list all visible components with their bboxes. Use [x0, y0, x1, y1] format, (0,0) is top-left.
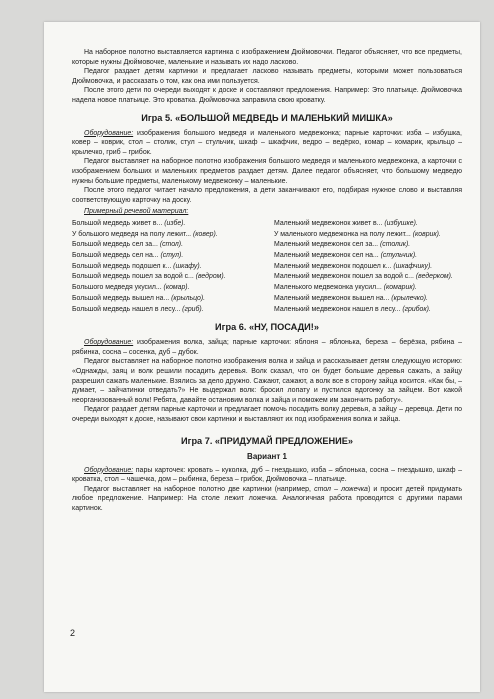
- game7-equipment: [72, 466, 462, 485]
- speech-material-line: Большой медведь вышел на... (крыльцо).: [72, 294, 206, 302]
- answer-word: (крылечко).: [391, 294, 428, 302]
- intro-paragraph-3: После этого дети по очереди выходят к доске и составляют предложения. Например: Это платьице. Дюймовочка надела новое платьице. Это кроватка. Дюймовочка заправила свою кроватку.: [72, 87, 462, 104]
- game5-paragraph-1: Педагог выставляет на наборное полотно изображения большого медведя и маленького медвежонка, а карточки с изображением больших и маленьких предметов раздает детям. Далее педагог объясняет, что большому медведю нужны большие предметы, маленькому медвежонку – маленькие.: [72, 158, 462, 185]
- speech-material-line: Маленький медвежонок вышел на... (крылечко).: [274, 294, 428, 302]
- speech-material-line: Маленький медвежонок сел за... (столик).: [274, 241, 411, 249]
- answer-word: (ведром).: [195, 273, 226, 281]
- game6-equipment: [72, 338, 462, 357]
- answer-word: (избе).: [164, 219, 186, 227]
- speech-material-line: Маленький медвежонок подошел к... (шкафчику).: [274, 262, 433, 270]
- answer-word: (шкафчику).: [393, 262, 433, 270]
- game6-title: Игра 6. «НУ, ПОСАДИ!»: [215, 322, 319, 333]
- game6-paragraph-1: Педагог выставляет на наборное полотно изображения волка и зайца и рассказывает детям следующую историю: «Однажды, заяц и волк решили посадить деревья. Волк сказал, что он будет большие деревья сажать, а зайцу разрешил сажать маленькие. Взялись за дело дружно. Сажают, сажают, а волк все в сторону зайца косится. «Как бы, – думает, – зайчатинки отведать?» Не выдержал волк: бросил лопату и пустился вдогонку за зайцем. Вот какой неорганизованный волк! Ребята, давайте остановим волка и зайца и поможем им закончить работу».: [72, 358, 462, 404]
- speech-material-line: У большого медведя на полу лежит... (ковер).: [72, 230, 218, 238]
- speech-material-line: Большой медведь сел за... (стол).: [72, 241, 183, 249]
- speech-material-line: Маленький медвежонок живет в... (избушке).: [274, 219, 418, 227]
- game6-paragraph-2: Педагог раздает детям парные карточки и предлагает помочь посадить волку деревья, а зайцу – деревца. Дети по очереди выходят к доске, называют свои картинки и выставляют их под изображения волка и зайца.: [72, 406, 462, 423]
- answer-word: (стол).: [159, 241, 183, 249]
- game7-variant: Вариант 1: [247, 451, 287, 461]
- equipment-label: Оборудование:: [84, 466, 134, 474]
- page-number: 2: [70, 628, 76, 638]
- equipment-text: изображения большого медведя и маленького медвежонка; парные карточки: изба – избушка, ковер – коврик, стол – столик, стул – стульчик, шкаф – шкафчик, ведро – ведёрко, комар – комарик, крыльцо – крылечко, гриб – грибок.: [72, 129, 462, 156]
- page-text: [72, 48, 462, 514]
- speech-material: [72, 219, 462, 315]
- equipment-label: Оборудование:: [84, 129, 134, 137]
- answer-word: (стульчик).: [380, 252, 418, 260]
- equipment-text: пары карточек: кровать – куколка, дуб – гнездышко, изба – яблонька, сосна – гнездышко, шкаф – кроватка, стол – чашечка, дом – рыбинка, береза – грибок, Дюймовочка – платьице.: [72, 466, 462, 484]
- speech-material-line: Большой медведь нашел в лесу... (гриб).: [72, 305, 204, 313]
- speech-material-line: Большой медведь живет в... (избе).: [72, 219, 186, 227]
- speech-material-line: Большой медведь пошел за водой с... (ведром).: [72, 273, 226, 281]
- example-pair: стол – ложечка: [314, 485, 368, 493]
- speech-material-line: Маленького медвежонка укусил... (комарик).: [274, 284, 417, 292]
- game5-paragraph-2: После этого педагог читает начало предложения, а дети заканчивают его, подбирая нужное слово и выставляя соответствующую карточку на доску.: [72, 187, 462, 204]
- answer-word: (комарик).: [383, 284, 417, 292]
- speech-material-line: Маленький медвежонок пошел за водой с... (ведерком).: [274, 273, 453, 281]
- intro-paragraph-2: Педагог раздает детям картинки и предлагает ласково называть предметы, которыми может пользоваться Дюймовочка, и рассказать о том, как она ими пользуется.: [72, 68, 462, 85]
- book-page: [44, 22, 480, 692]
- answer-word: (коврик).: [412, 230, 441, 238]
- equipment-label: Оборудование:: [84, 339, 134, 347]
- game7-title: Игра 7. «ПРИДУМАЙ ПРЕДЛОЖЕНИЕ»: [181, 435, 353, 446]
- answer-word: (грибок).: [402, 305, 431, 313]
- speech-material-left-column: [72, 219, 260, 315]
- game5-material-heading: [72, 207, 462, 217]
- speech-material-line: Маленький медвежонок сел на... (стульчик).: [274, 252, 418, 260]
- equipment-text: изображения волка, зайца; парные карточки: яблоня – яблонька, береза – берёзка, рябина – рябинка, сосна – сосенка, дуб – дубок.: [72, 339, 463, 356]
- answer-word: (ведерком).: [415, 273, 453, 281]
- game5-equipment: [72, 129, 462, 158]
- speech-material-line: Большого медведя укусил... (комар).: [72, 284, 190, 292]
- game7-paragraph-1: Педагог выставляет на наборное полотно две картинки (например, стол – ложечка) и просит детей придумать любое предложение. Например: На столе лежит ложечка. Аналогичная работа проводится с другими парами картинок.: [72, 485, 463, 512]
- answer-word: (крыльцо).: [171, 294, 206, 302]
- answer-word: (избушке).: [384, 219, 418, 227]
- intro-paragraph-1: На наборное полотно выставляется картинка с изображением Дюймовочки. Педагог объясняет, что все предметы, которые нужны Дюймовочке, маленькие и называть их надо ласково.: [72, 49, 462, 66]
- speech-material-line: Большой медведь подошел к... (шкафу).: [72, 262, 202, 270]
- speech-material-line: Маленький медвежонок нашел в лесу... (грибок).: [274, 305, 431, 313]
- game5-title: Игра 5. «БОЛЬШОЙ МЕДВЕДЬ И МАЛЕНЬКИЙ МИШКА»: [141, 112, 393, 123]
- speech-material-right-column: [274, 219, 462, 315]
- answer-word: (комар).: [163, 284, 190, 292]
- speech-material-line: У маленького медвежонка на полу лежит... (коврик).: [274, 230, 441, 238]
- answer-word: (шкафу).: [173, 262, 202, 270]
- answer-word: (столик).: [379, 241, 411, 249]
- answer-word: (гриб).: [182, 305, 204, 313]
- answer-word: (ковер).: [193, 230, 218, 238]
- speech-material-line: Большой медведь сел на... (стул).: [72, 252, 184, 260]
- answer-word: (стул).: [160, 252, 184, 260]
- material-label: Примерный речевой материал:: [84, 208, 189, 216]
